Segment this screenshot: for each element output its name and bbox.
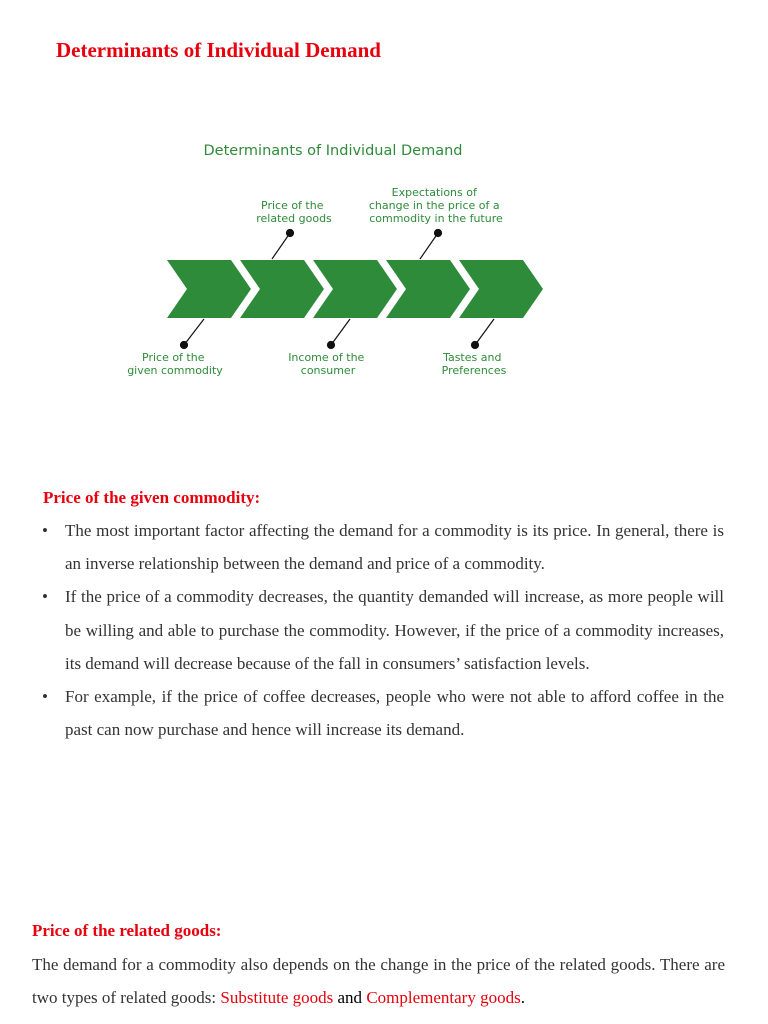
chevron-2 (240, 260, 324, 318)
connector-income (331, 319, 350, 345)
substitute-goods-link[interactable]: Substitute goods (220, 988, 334, 1008)
paragraph-text: The demand for a commodity also depends on the change in the price of the related goods. There are two types of related goods: (32, 955, 725, 1008)
list-item: • For example, if the price of coffee decreases, people who were not able to afford coffee in the past can now purchase and hence will increase its demand. (42, 680, 724, 746)
dot-related-goods (287, 230, 294, 237)
complementary-goods-link[interactable]: Complementary goods (366, 988, 521, 1008)
list-item: • If the price of a commodity decreases, the quantity demanded will increase, as more people will be willing and able to purchase the commodity. However, if the price of a commodity increases, its demand will decrease because of the fall in consumers’ satisfaction levels. (42, 580, 724, 680)
label-tastes: Tastes and Preferences (441, 351, 507, 377)
chevron-4 (386, 260, 470, 318)
dot-expectations (435, 230, 442, 237)
connector-given-commodity (184, 319, 204, 345)
chevron-1 (167, 260, 251, 318)
section-heading-given-commodity: Price of the given commodity: (43, 488, 261, 507)
page-title: Determinants of Individual Demand (56, 38, 381, 62)
connector-tastes (475, 319, 494, 345)
determinants-diagram (0, 0, 768, 420)
dot-income (328, 342, 335, 349)
chevron-3 (313, 260, 397, 318)
dot-tastes (472, 342, 479, 349)
paragraph-end: . (520, 988, 525, 1008)
label-related-goods: Price of the related goods (256, 199, 332, 225)
given-commodity-bullet-list (42, 514, 724, 746)
list-item: • The most important factor affecting the demand for a commodity is its price. In general, there is an inverse relationship between the demand and price of a commodity. (42, 514, 724, 580)
dot-given-commodity (181, 342, 188, 349)
connector-expectations (420, 233, 438, 259)
label-income: Income of the consumer (288, 351, 365, 377)
chevron-5 (459, 260, 543, 318)
label-expectations: Expectations of change in the price of a commodity in the future (368, 186, 503, 225)
connector-text: and (333, 988, 367, 1008)
chevron-arrows (167, 260, 543, 318)
label-given-commodity: Price of the given commodity (127, 351, 223, 377)
diagram-title: Determinants of Individual Demand (203, 143, 463, 159)
related-goods-paragraph (32, 948, 725, 1014)
connector-related-goods (272, 233, 290, 259)
section-heading-related-goods: Price of the related goods: (32, 921, 222, 940)
